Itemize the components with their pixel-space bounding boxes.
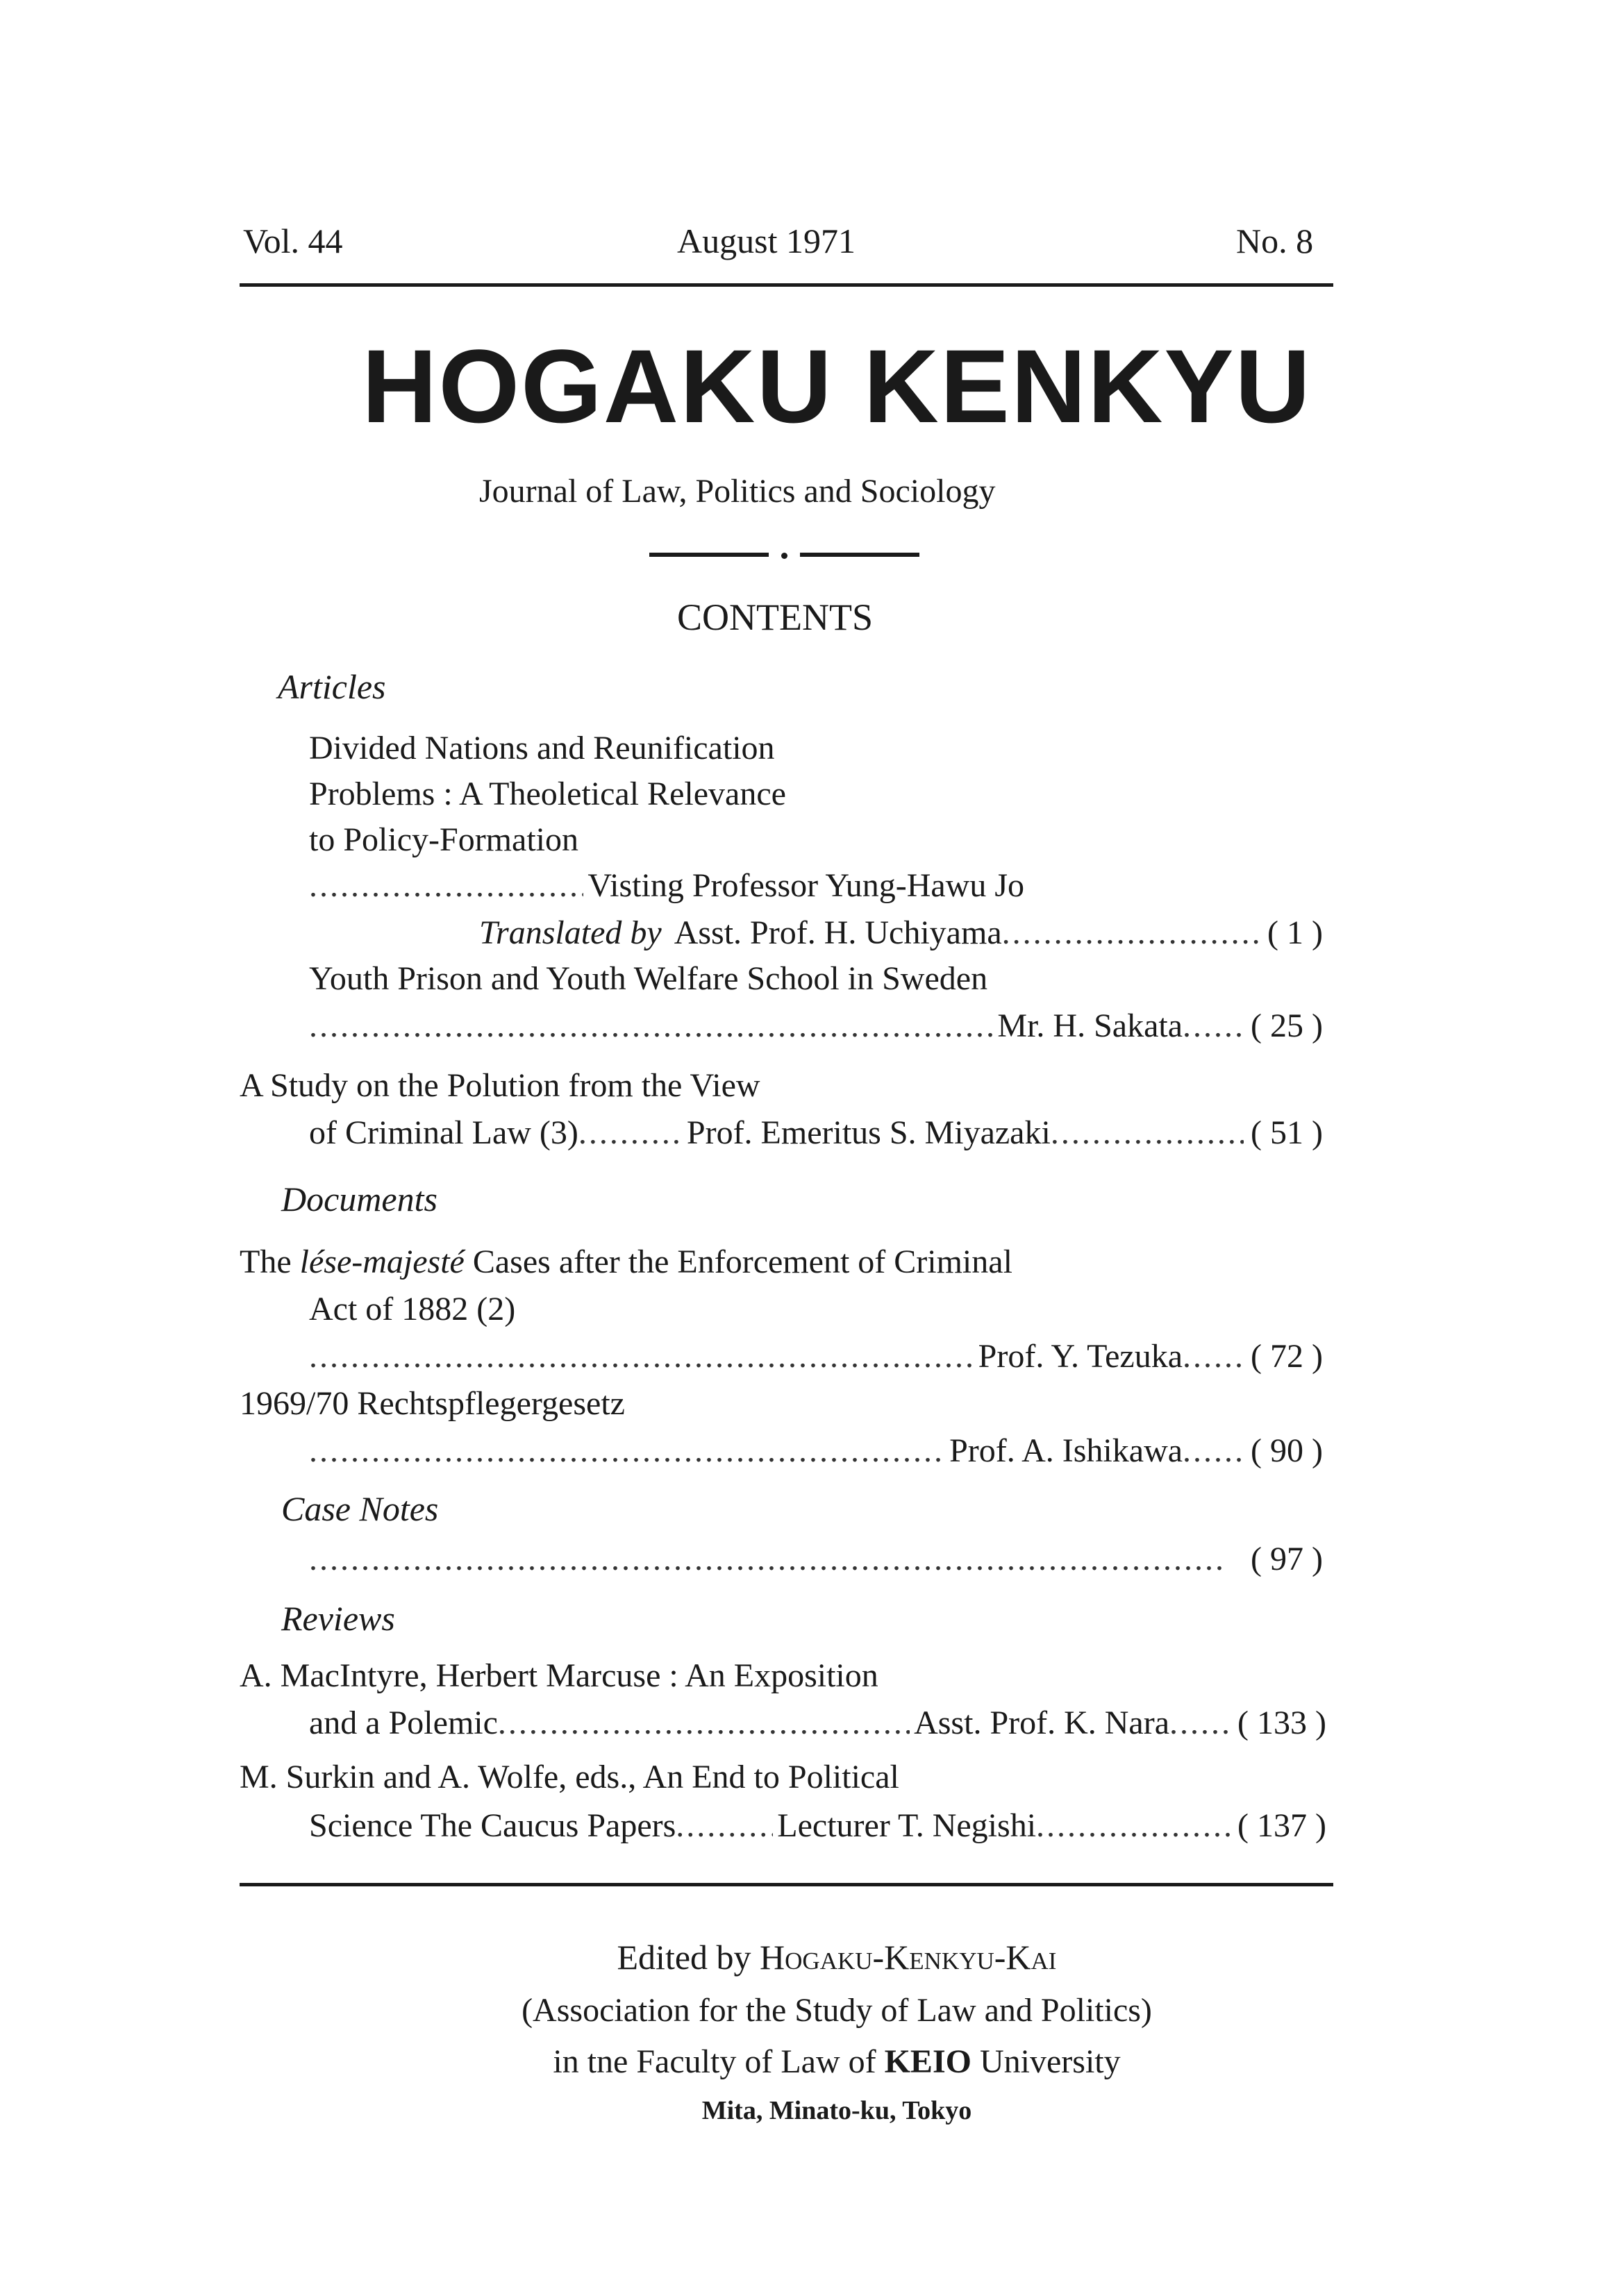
dot-leader: [309, 1432, 945, 1470]
page-number: ( 133 ): [1237, 1704, 1326, 1741]
journal-title: HOGAKU KENKYU: [362, 328, 1312, 444]
address-line: Mita, Minato-ku, Tokyo: [701, 2096, 972, 2125]
dot-leader: [1051, 1114, 1244, 1152]
page-number: ( 72 ): [1251, 1338, 1323, 1375]
edited-by-label: Edited by: [617, 1938, 751, 1977]
dot-leader: [309, 1007, 993, 1045]
section-documents: Documents: [281, 1180, 437, 1218]
entry-author: Prof. Y. Tezuka: [978, 1338, 1183, 1375]
entry-title-line: M. Surkin and A. Wolfe, eds., An End to Political: [240, 1759, 899, 1795]
issue-number: No. 8: [1236, 221, 1314, 260]
entry-translator: Asst. Prof. H. Uchiyama: [674, 914, 1002, 951]
page-number: ( 1 ): [1267, 914, 1323, 951]
volume-label: Vol. 44: [243, 221, 343, 260]
dot-leader: [498, 1704, 910, 1742]
entry-title-line: Problems : A Theoletical Relevance: [309, 776, 786, 812]
entry-author: Mr. H. Sakata: [997, 1007, 1183, 1044]
entry-author: Asst. Prof. K. Nara: [914, 1704, 1170, 1741]
entry-title-line: Act of 1882 (2): [309, 1291, 516, 1327]
dot-leader: [309, 1540, 1223, 1578]
entry-author: Lecturer T. Negishi: [777, 1807, 1037, 1844]
faculty-prefix: in tne Faculty of Law of: [553, 2043, 876, 2080]
entry-title-suffix: Cases after the Enforcement of Criminal: [472, 1243, 1012, 1280]
association-line: (Association for the Study of Law and Politics): [522, 1992, 1152, 2029]
entry-title-line: Youth Prison and Youth Welfare School in Sweden: [309, 960, 988, 997]
faculty-line: [0, 2043, 1618, 2081]
entry-title-line: 1969/70 Rechtspflegergesetz: [240, 1385, 625, 1422]
entry-title-line: to Policy-Formation: [309, 821, 578, 858]
entry-title-line: Science The Caucus Papers: [309, 1807, 676, 1844]
entry-author: Prof. Emeritus S. Miyazaki: [686, 1114, 1051, 1151]
dot-leader: [309, 866, 583, 905]
contents-heading: CONTENTS: [677, 596, 873, 638]
entry-title-prefix: The: [240, 1243, 292, 1280]
page-number: ( 97 ): [1251, 1541, 1323, 1577]
dot-leader: [309, 1337, 974, 1375]
section-case-notes: Case Notes: [281, 1489, 439, 1528]
footer-rule: [240, 1883, 1333, 1886]
dot-leader: [1183, 1337, 1244, 1375]
dot-leader: [1183, 1432, 1244, 1470]
translated-by-label: Translated by: [479, 914, 662, 951]
entry-title-italic: lése-majesté: [299, 1243, 465, 1280]
section-articles: Articles: [278, 667, 386, 706]
entry-title-line: A Study on the Polution from the View: [240, 1067, 760, 1104]
faculty-suffix: University: [979, 2043, 1121, 2080]
page-number: ( 25 ): [1251, 1007, 1323, 1044]
page-number: ( 137 ): [1237, 1807, 1326, 1844]
page-number: ( 90 ): [1251, 1432, 1323, 1469]
section-reviews: Reviews: [281, 1599, 395, 1638]
entry-title-line: and a Polemic: [309, 1704, 498, 1741]
issue-date: August 1971: [677, 221, 856, 260]
dot-leader: [578, 1114, 683, 1152]
university-bold: KEIO: [884, 2043, 971, 2080]
journal-subtitle: Journal of Law, Politics and Sociology: [479, 473, 996, 510]
entry-title-line: A. MacIntyre, Herbert Marcuse : An Exposition: [240, 1657, 878, 1694]
dot-leader: [1183, 1007, 1244, 1045]
editor-name: Hogaku-Kenkyu-Kai: [760, 1938, 1057, 1977]
entry-title-line: Divided Nations and Reunification: [309, 730, 775, 766]
header-rule: [240, 283, 1333, 287]
editor-line: [0, 1937, 1618, 1977]
entry-author: Visting Professor Yung-Hawu Jo: [587, 867, 1024, 904]
dot-leader: [1169, 1704, 1231, 1742]
entry-author: Prof. A. Ishikawa: [949, 1432, 1183, 1469]
dot-leader: [676, 1807, 773, 1845]
entry-title-line: of Criminal Law (3): [309, 1114, 578, 1151]
page-number: ( 51 ): [1251, 1114, 1323, 1151]
dot-leader: [1002, 914, 1260, 952]
dot-leader: [1036, 1807, 1231, 1845]
